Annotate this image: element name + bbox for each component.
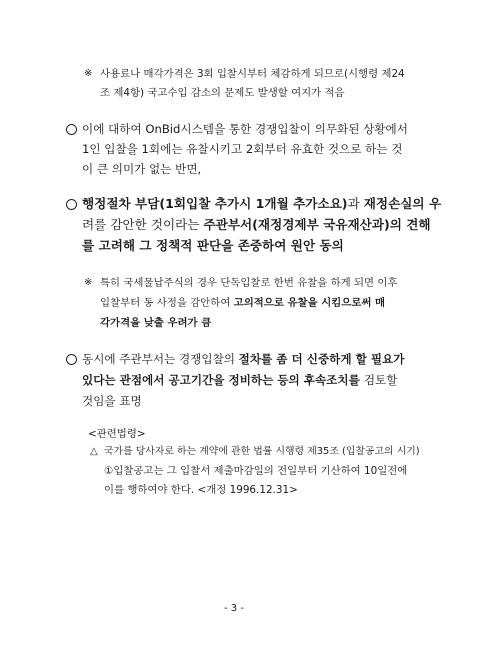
para2-line3: 를 고려해 그 정책적 판단을 존중하여 원안 동의	[82, 238, 344, 253]
para3-line2-bold: 있다는 관점에서 공고기간을 정비하는 등의 후속조치를	[82, 373, 364, 387]
law-line2: ①입찰공고는 그 입찰서 제출마감일의 전일부터 기산하여 10일전에	[104, 465, 408, 477]
para3-line1-bold: 절차를 좀 더 신중하게 할 필요가	[238, 352, 405, 366]
triangle-bullet-icon: △	[90, 446, 98, 457]
para2-line1-normal: 과	[347, 196, 364, 211]
para3-line2-normal: 검토할	[363, 373, 398, 387]
para1-line2: 1인 입찰을 1회에는 유찰시키고 2회부터 유효한 것으로 하는 것	[82, 142, 403, 156]
para3-line1	[82, 351, 404, 367]
para3-line1-normal: 동시에 주관부서는 경쟁입찰의	[82, 352, 239, 366]
para1-line1: 이에 대하여 OnBid시스템을 통한 경쟁입찰이 의무화된 상황에서	[82, 122, 408, 136]
para2-line2	[82, 217, 431, 233]
note2-line3: 각가격을 낮출 우려가 큼	[100, 317, 212, 329]
page-number: - 3 -	[224, 603, 244, 614]
law-heading: <관련법령>	[88, 428, 146, 440]
para2-line1	[82, 196, 441, 212]
para2-line1-bold-b: 재정손실의 우	[363, 196, 442, 211]
note2-line2	[100, 295, 385, 311]
law-line3: 이를 행하여야 한다. <개정 1996.12.31>	[104, 484, 298, 496]
circle-bullet-icon	[66, 354, 77, 365]
note2-line1: 특히 국세물납주식의 경우 단독입찰로 한번 유찰을 하게 되면 이후	[100, 277, 398, 289]
circle-bullet-icon	[66, 199, 77, 210]
reference-mark-icon: ※	[84, 68, 93, 79]
note2-line2-normal: 입찰부터 동 사정을 감안하여	[100, 297, 234, 309]
para2-line2-bold: 주관부서(재정경제부 국유재산과)의 견해	[203, 217, 431, 232]
note1-line1: 사용료나 매각가격은 3회 입찰시부터 체감하게 되므로(시행령 제24	[100, 68, 405, 80]
circle-bullet-icon	[66, 124, 77, 135]
para3-line2	[82, 372, 397, 388]
para2-line1-bold-a: 행정절차 부담(1회입찰 추가시 1개월 추가소요)	[82, 196, 348, 211]
para2-line2-normal: 려를 감안한 것이라는	[82, 217, 204, 232]
para1-line3: 이 큰 의미가 없는 반면,	[82, 162, 202, 176]
reference-mark-icon: ※	[84, 277, 93, 288]
note1-line2: 조 제4항) 국고수입 감소의 문제도 발생할 여지가 적음	[100, 87, 345, 99]
law-line1: 국가를 당사자로 하는 계약에 관한 법률 시행령 제35조 (입찰공고의 시기)	[104, 446, 420, 457]
para3-line3: 것임을 표명	[82, 394, 142, 408]
note2-line2-bold: 고의적으로 유찰을 시킴으로써 매	[233, 297, 386, 309]
